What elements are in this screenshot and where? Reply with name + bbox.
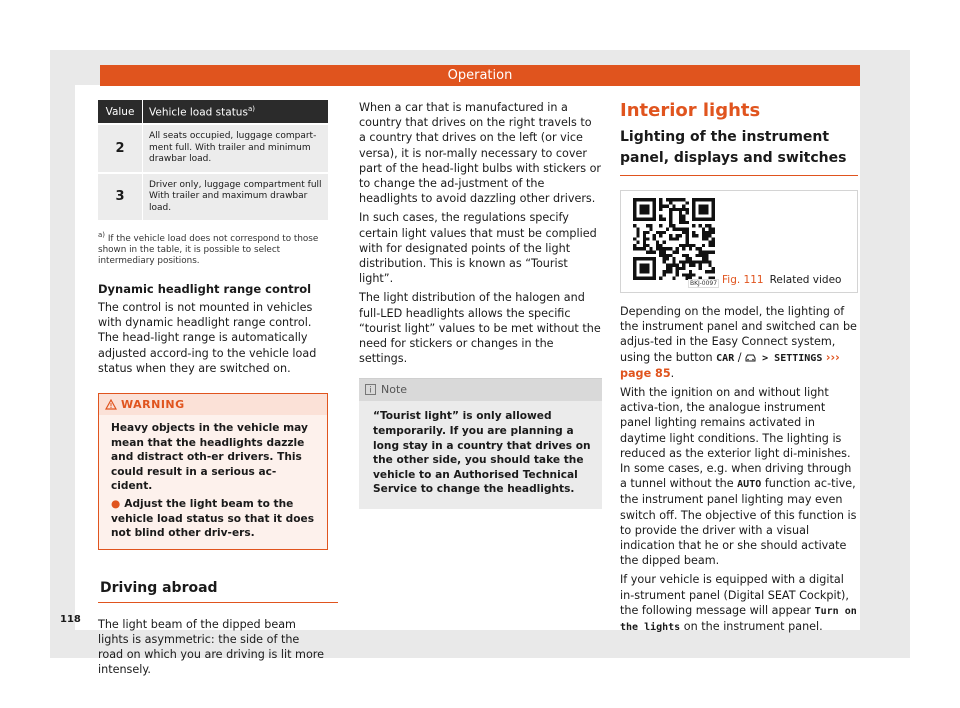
figure-caption: Fig. 111 Related video bbox=[722, 274, 842, 286]
warning-triangle-icon bbox=[105, 399, 117, 410]
car-button-label: CAR bbox=[716, 352, 735, 364]
car-settings-icon bbox=[745, 353, 756, 362]
paragraph: In such cases, the regulations specify certain light values that must be complied with for designated points of the light distribution. This is known as “Tourist light”. bbox=[359, 211, 597, 286]
instrument-message: Turn on the lights bbox=[620, 605, 857, 634]
qr-code-icon[interactable] bbox=[633, 198, 715, 280]
note-text: “Tourist light” is only allowed temporarily. If you are planning a long stay in a country that drives on the other side, you should take the vehicle to an Authorised Technical Service to change the headlights. bbox=[373, 410, 591, 496]
table-cell-desc: All seats occupied, luggage compart-ment full. With trailer and minimum drawbar load. bbox=[143, 125, 329, 172]
page-reference-link[interactable]: ››› page 85 bbox=[620, 350, 840, 380]
table-cell-value: 3 bbox=[98, 174, 143, 221]
paragraph: The light distribution of the halogen and full-LED headlights allows the specific “tourist light” values to be met without the need for stickers or changes in the settings. bbox=[359, 291, 601, 366]
table-footnote: $^{a)}$ If the vehicle load does not correspond to those shown in the table, it is possible to select intermediary positions. bbox=[98, 231, 319, 266]
table-cell-desc: Driver only, luggage compartment full With trailer and maximum drawbar load. bbox=[143, 174, 329, 221]
driving-abroad-heading: Driving abroad bbox=[100, 579, 218, 596]
info-icon bbox=[365, 384, 376, 395]
load-table bbox=[98, 100, 328, 220]
instrument-lighting-subtitle: Lighting of the instrument panel, displays and switches bbox=[620, 129, 847, 166]
driving-abroad-text: The light beam of the dipped beam lights is asymmetric: the side of the road on which you are driving is lit more intensely. bbox=[98, 617, 325, 677]
section-header: Operation bbox=[100, 65, 860, 86]
table-header-status: Vehicle load status$^{a)}$ bbox=[143, 100, 329, 123]
warning-text: Heavy objects in the vehicle may mean that the headlights dazzle and distract oth-er drivers. This could result in a serious ac-cident. bbox=[111, 421, 308, 493]
paragraph: If your vehicle is equipped with a digital in-strument panel (Digital SEAT Cockpit), the following message will appear Turn on the lights on the instrument panel. bbox=[620, 573, 857, 634]
column-right bbox=[620, 100, 858, 635]
paragraph: When a car that is manufactured in a country that drives on the right travels to a country that drives on the left (or vice versa), it is nor-mally necessary to cover part of the head-light bulbs with stickers or to change the ad-justment of the headlights to avoid dazzling other drivers. bbox=[359, 101, 602, 206]
warning-header: WARNING bbox=[99, 394, 327, 415]
heading-rule bbox=[98, 602, 338, 603]
interior-lights-title: Interior lights bbox=[620, 100, 761, 121]
paragraph: With the ignition on and without light activa-tion, the analogue instrument panel lighting remains activated in daytime light conditions. The lighting is reduced as the exterior light di-minishes. In some cases, e.g. when driving through a tunnel without the AUTO function ac-tive, the instrument panel lighting may even switch off. The objective of this function is to provide the driver with a visual indication that he or she should activate the dipped beam. bbox=[620, 386, 857, 568]
column-middle bbox=[359, 100, 602, 509]
figure-111 bbox=[620, 190, 858, 293]
auto-button-label: AUTO bbox=[737, 479, 762, 491]
paragraph: Depending on the model, the lighting of the instrument panel and switched can be adjus-ted in the Easy Connect system, using the button CAR / > SETTINGS ››› page 85. bbox=[620, 305, 857, 380]
note-box bbox=[359, 378, 602, 509]
table-cell-value: 2 bbox=[98, 125, 143, 172]
table-row bbox=[98, 125, 328, 172]
page-number: 118 bbox=[60, 614, 81, 625]
table-row bbox=[98, 174, 328, 221]
warning-box bbox=[98, 393, 328, 550]
note-header: Note bbox=[359, 379, 602, 401]
warning-body bbox=[99, 415, 327, 549]
dynamic-headlight-text: The control is not mounted in vehicles with dynamic headlight range control. The head-light range is automatically adjusted accord-ing to the vehicle load status when they are switched on. bbox=[98, 300, 317, 375]
warning-bullet: ● Adjust the light beam to the vehicle load status so that it does not blind other driv-ers. bbox=[111, 497, 315, 540]
figure-code: BKJ-0097 bbox=[690, 280, 718, 287]
column-left bbox=[98, 100, 328, 678]
heading-rule bbox=[620, 175, 858, 176]
dynamic-headlight-heading: Dynamic headlight range control bbox=[98, 281, 312, 296]
table-header-value: Value bbox=[98, 100, 143, 123]
